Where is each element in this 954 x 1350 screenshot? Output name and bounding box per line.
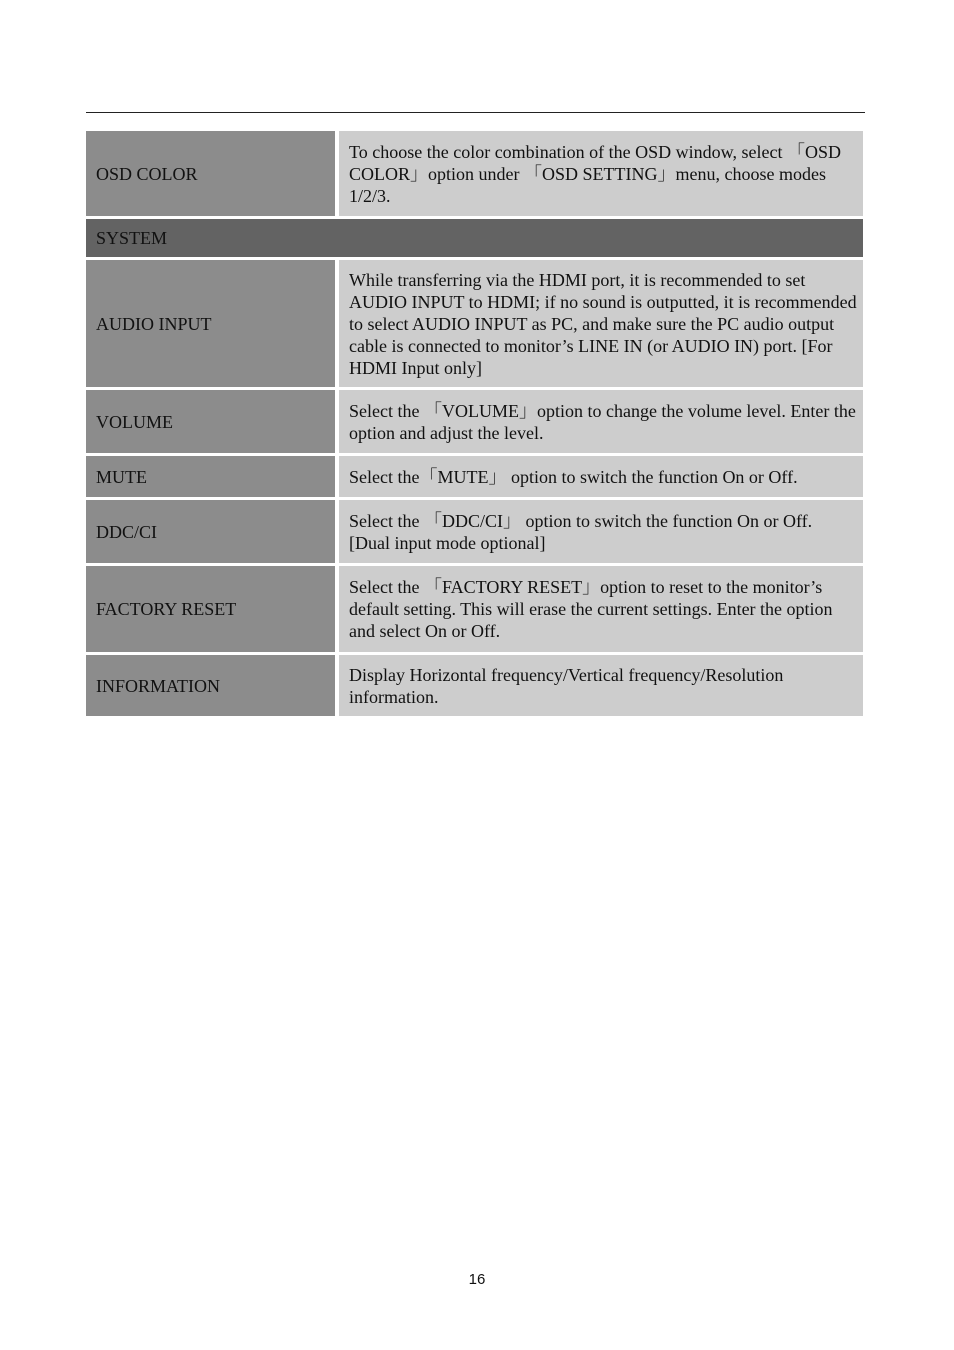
row-description: [339, 131, 863, 216]
row-label: FACTORY RESET: [86, 566, 335, 652]
row-description-text: Select the「MUTE」 option to switch the function On or Off.: [349, 466, 798, 487]
row-description-text: While transferring via the HDMI port, it is recommended to set AUDIO INPUT to HDMI; if no sound is outputted, it is recommended to select AUDIO INPUT as PC, and make sure the PC audio output cable is connected to monitor’s LINE IN (or AUDIO IN) port. [For HDMI Input only]: [349, 269, 857, 378]
page-number: 16: [468, 1271, 486, 1288]
row-description-text: Select the 「VOLUME」option to change the volume level. Enter the option and adjust the level.: [349, 400, 856, 443]
table-row-ddc-ci: [86, 500, 863, 563]
row-label: DDC/CI: [86, 500, 335, 563]
row-description: [339, 390, 863, 453]
row-description: [339, 260, 863, 387]
row-description: [339, 566, 863, 652]
row-description: [339, 655, 863, 716]
table-row-mute: [86, 456, 863, 497]
osd-menu-table: [86, 131, 863, 719]
row-description-text: To choose the color combination of the OSD window, select 「OSD COLOR」option under 「OSD SETTING」menu, choose modes 1/2/3.: [349, 141, 841, 206]
row-label: AUDIO INPUT: [86, 260, 335, 387]
table-row-audio-input: [86, 260, 863, 387]
row-description: [339, 500, 863, 563]
table-row-volume: [86, 390, 863, 453]
section-header-system: SYSTEM: [86, 219, 863, 257]
row-label: INFORMATION: [86, 655, 335, 716]
row-label: OSD COLOR: [86, 131, 335, 216]
header-rule: [86, 112, 865, 113]
table-row-factory-reset: [86, 566, 863, 652]
row-description-text: Select the 「DDC/CI」 option to switch the function On or Off. [Dual input mode optional]: [349, 510, 813, 553]
row-description: [339, 456, 863, 497]
table-row-osd-color: [86, 131, 863, 216]
row-description-text: Select the 「FACTORY RESET」option to reset to the monitor’s default setting. This will erase the current settings. Enter the option and select On or Off.: [349, 577, 833, 641]
table-row-information: [86, 655, 863, 716]
row-label: VOLUME: [86, 390, 335, 453]
row-description-text: Display Horizontal frequency/Vertical frequency/Resolution information.: [349, 664, 784, 707]
row-label: MUTE: [86, 456, 335, 497]
